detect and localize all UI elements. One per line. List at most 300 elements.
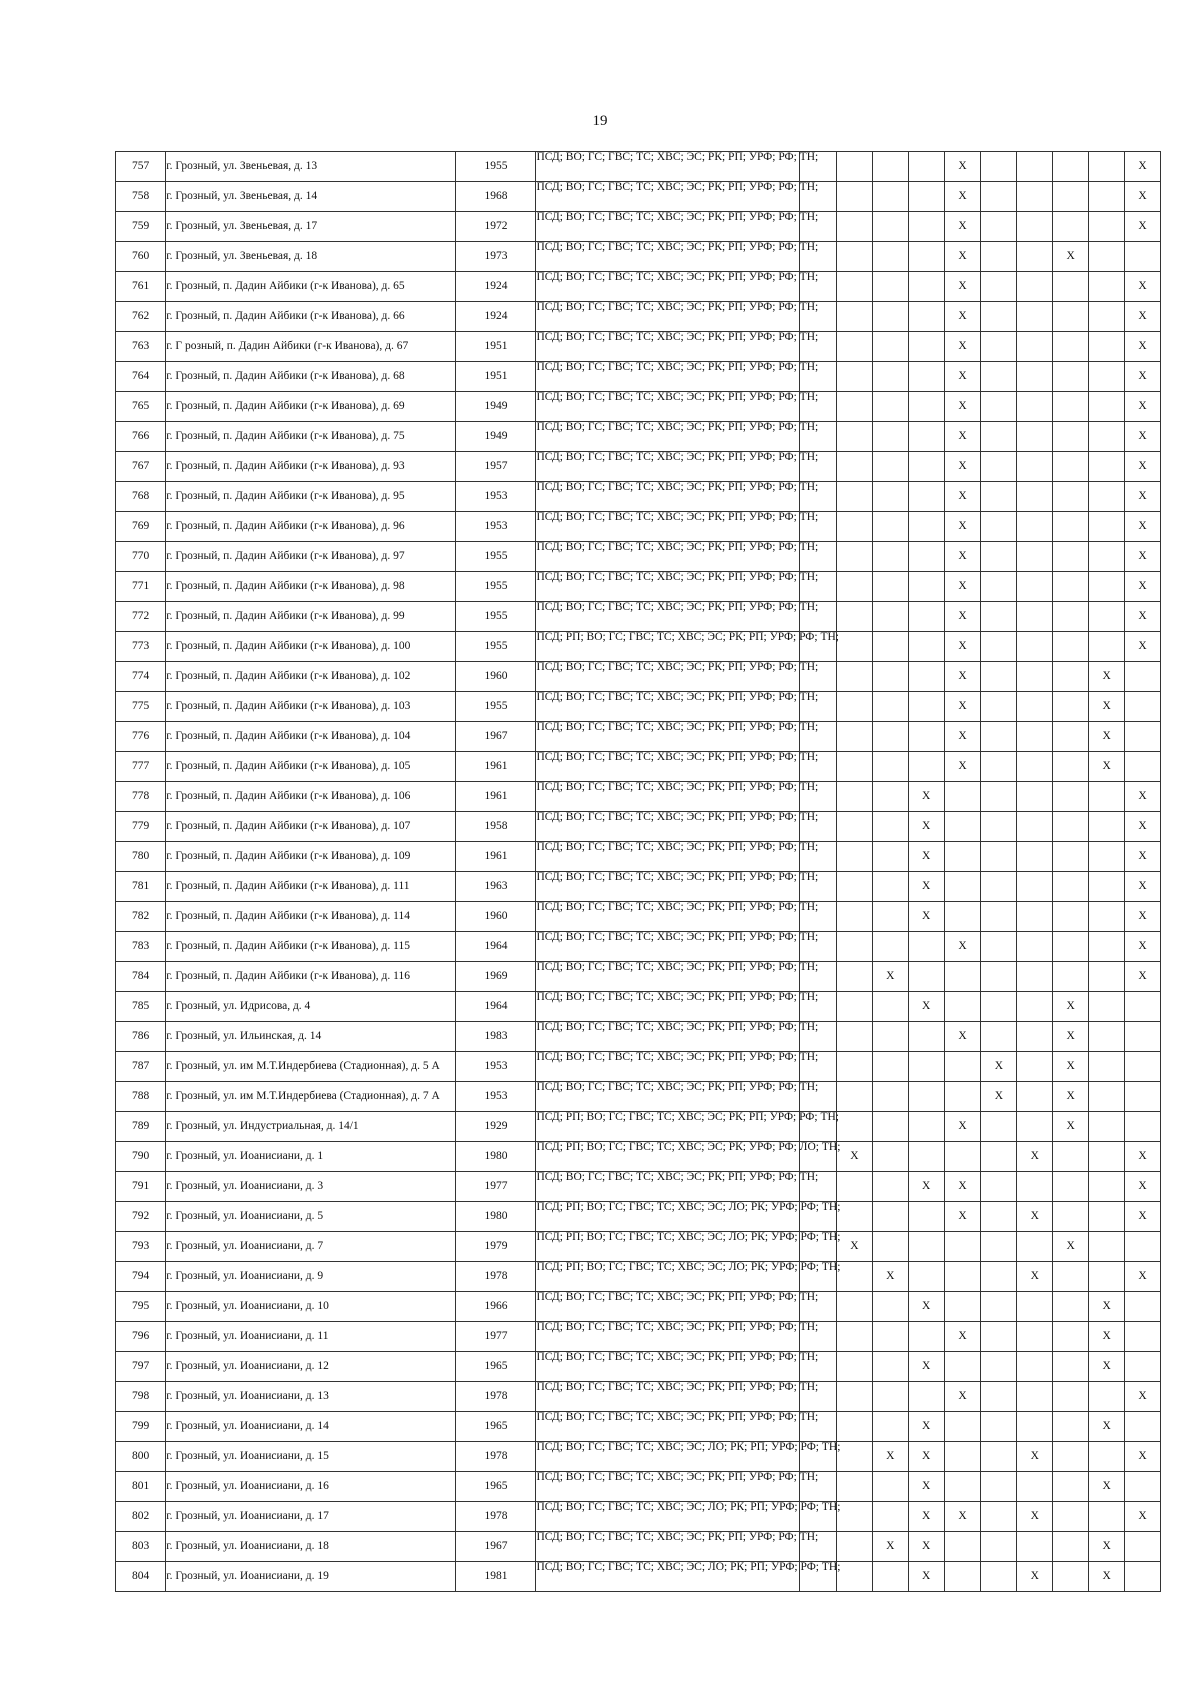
mark-cell xyxy=(1125,752,1161,782)
mark-cell xyxy=(1089,1382,1125,1412)
mark-cell xyxy=(836,242,872,272)
mark-cell xyxy=(1125,1022,1161,1052)
mark-cell xyxy=(981,1142,1017,1172)
works-cell: ПСД; ВО; ГС; ГВС; ТС; ХВС; ЭС; РК; РП; УРФ; РФ; ТН; xyxy=(536,272,800,302)
mark-cell xyxy=(981,272,1017,302)
mark-cell xyxy=(836,182,872,212)
mark-cell: X xyxy=(944,332,981,362)
address-cell: г. Грозный, п. Дадин Айбики (г-к Иванова), д. 109 xyxy=(166,842,456,872)
table-row xyxy=(116,1232,1161,1262)
mark-cell: X xyxy=(1125,1382,1161,1412)
mark-cell xyxy=(836,272,872,302)
mark-cell xyxy=(908,632,944,662)
works-cell: ПСД; ВО; ГС; ГВС; ТС; ХВС; ЭС; РК; РП; УРФ; РФ; ТН; xyxy=(536,1532,800,1562)
address-cell: г. Грозный, ул. Иоанисиани, д. 5 xyxy=(166,1202,456,1232)
mark-cell xyxy=(908,1052,944,1082)
mark-cell: X xyxy=(944,1202,981,1232)
mark-cell xyxy=(872,722,908,752)
registry-table xyxy=(115,151,1161,1592)
mark-cell xyxy=(836,902,872,932)
mark-cell: X xyxy=(1125,632,1161,662)
mark-cell xyxy=(1053,152,1089,182)
row-number: 801 xyxy=(116,1472,166,1502)
row-number: 786 xyxy=(116,1022,166,1052)
mark-cell xyxy=(872,1472,908,1502)
mark-cell xyxy=(1017,812,1053,842)
mark-cell xyxy=(1089,542,1125,572)
mark-cell xyxy=(1053,212,1089,242)
mark-cell xyxy=(1089,1502,1125,1532)
year-cell: 1953 xyxy=(456,512,536,542)
table-row xyxy=(116,1472,1161,1502)
mark-cell xyxy=(981,242,1017,272)
table-row xyxy=(116,1022,1161,1052)
mark-cell xyxy=(872,152,908,182)
mark-cell xyxy=(872,242,908,272)
mark-cell xyxy=(944,1412,981,1442)
table-row xyxy=(116,422,1161,452)
row-number: 770 xyxy=(116,542,166,572)
year-cell: 1965 xyxy=(456,1352,536,1382)
year-cell: 1973 xyxy=(456,242,536,272)
mark-cell xyxy=(908,272,944,302)
mark-cell xyxy=(836,752,872,782)
mark-cell xyxy=(1053,1382,1089,1412)
mark-cell xyxy=(1053,542,1089,572)
address-cell: г. Грозный, п. Дадин Айбики (г-к Иванова), д. 115 xyxy=(166,932,456,962)
mark-cell xyxy=(908,1232,944,1262)
mark-cell: X xyxy=(908,1412,944,1442)
year-cell: 1977 xyxy=(456,1172,536,1202)
mark-cell xyxy=(1017,242,1053,272)
mark-cell xyxy=(1053,932,1089,962)
mark-cell xyxy=(836,1022,872,1052)
mark-cell xyxy=(1053,392,1089,422)
table-row xyxy=(116,602,1161,632)
mark-cell xyxy=(872,1232,908,1262)
works-cell: ПСД; ВО; ГС; ГВС; ТС; ХВС; ЭС; РК; РП; УРФ; РФ; ТН; xyxy=(536,362,800,392)
mark-cell xyxy=(1017,1472,1053,1502)
mark-cell xyxy=(872,482,908,512)
mark-cell: X xyxy=(872,1532,908,1562)
mark-cell xyxy=(872,302,908,332)
mark-cell xyxy=(1017,212,1053,242)
mark-cell xyxy=(981,902,1017,932)
mark-cell xyxy=(1053,782,1089,812)
mark-cell xyxy=(981,512,1017,542)
address-cell: г. Грозный, ул. Иоанисиани, д. 19 xyxy=(166,1562,456,1592)
table-row xyxy=(116,1502,1161,1532)
table-row xyxy=(116,482,1161,512)
table-row xyxy=(116,662,1161,692)
row-number: 771 xyxy=(116,572,166,602)
mark-cell xyxy=(908,932,944,962)
mark-cell xyxy=(1053,182,1089,212)
year-cell: 1972 xyxy=(456,212,536,242)
year-cell: 1955 xyxy=(456,602,536,632)
works-cell: ПСД; ВО; ГС; ГВС; ТС; ХВС; ЭС; РК; РП; УРФ; РФ; ТН; xyxy=(536,452,800,482)
mark-cell xyxy=(872,392,908,422)
mark-cell xyxy=(908,752,944,782)
row-number: 804 xyxy=(116,1562,166,1592)
row-number: 773 xyxy=(116,632,166,662)
works-cell: ПСД; ВО; ГС; ГВС; ТС; ХВС; ЭС; РК; РП; УРФ; РФ; ТН; xyxy=(536,1052,800,1082)
mark-cell xyxy=(908,1322,944,1352)
address-cell: г. Грозный, п. Дадин Айбики (г-к Иванова), д. 99 xyxy=(166,602,456,632)
address-cell: г. Грозный, ул. Ильинская, д. 14 xyxy=(166,1022,456,1052)
row-number: 758 xyxy=(116,182,166,212)
mark-cell xyxy=(872,512,908,542)
mark-cell xyxy=(836,152,872,182)
mark-cell: X xyxy=(1125,572,1161,602)
mark-cell: X xyxy=(944,242,981,272)
mark-cell xyxy=(1017,392,1053,422)
row-number: 760 xyxy=(116,242,166,272)
mark-cell xyxy=(908,152,944,182)
address-cell: г. Грозный, ул. им М.Т.Индербиева (Стадионная), д. 5 А xyxy=(166,1052,456,1082)
mark-cell: X xyxy=(1053,242,1089,272)
address-cell: г. Грозный, п. Дадин Айбики (г-к Иванова), д. 104 xyxy=(166,722,456,752)
mark-cell xyxy=(836,932,872,962)
works-cell: ПСД; ВО; ГС; ГВС; ТС; ХВС; ЭС; РК; РП; УРФ; РФ; ТН; xyxy=(536,842,800,872)
mark-cell xyxy=(908,242,944,272)
mark-cell xyxy=(981,842,1017,872)
mark-cell xyxy=(1017,782,1053,812)
mark-cell xyxy=(981,632,1017,662)
mark-cell xyxy=(981,782,1017,812)
mark-cell xyxy=(872,1052,908,1082)
mark-cell: X xyxy=(1125,1142,1161,1172)
address-cell: г. Грозный, ул. Звеньевая, д. 14 xyxy=(166,182,456,212)
table-row xyxy=(116,302,1161,332)
year-cell: 1955 xyxy=(456,572,536,602)
mark-cell xyxy=(836,1172,872,1202)
mark-cell xyxy=(836,392,872,422)
mark-cell: X xyxy=(1125,512,1161,542)
mark-cell xyxy=(908,572,944,602)
mark-cell xyxy=(1017,1292,1053,1322)
works-cell: ПСД; ВО; ГС; ГВС; ТС; ХВС; ЭС; РК; РП; УРФ; РФ; ТН; xyxy=(536,242,800,272)
mark-cell xyxy=(1053,332,1089,362)
row-number: 772 xyxy=(116,602,166,632)
mark-cell xyxy=(1017,1322,1053,1352)
row-number: 791 xyxy=(116,1172,166,1202)
mark-cell xyxy=(872,1502,908,1532)
row-number: 781 xyxy=(116,872,166,902)
mark-cell xyxy=(981,1352,1017,1382)
mark-cell: X xyxy=(944,1382,981,1412)
mark-cell xyxy=(1089,572,1125,602)
mark-cell: X xyxy=(944,632,981,662)
mark-cell xyxy=(981,1322,1017,1352)
registry-body xyxy=(116,152,1161,1592)
mark-cell xyxy=(836,1382,872,1412)
mark-cell: X xyxy=(1125,362,1161,392)
table-row xyxy=(116,242,1161,272)
mark-cell xyxy=(1053,1442,1089,1472)
mark-cell xyxy=(981,602,1017,632)
mark-cell xyxy=(981,332,1017,362)
mark-cell xyxy=(908,362,944,392)
address-cell: г. Грозный, п. Дадин Айбики (г-к Иванова), д. 107 xyxy=(166,812,456,842)
mark-cell: X xyxy=(872,1442,908,1472)
year-cell: 1924 xyxy=(456,302,536,332)
mark-cell xyxy=(1089,1232,1125,1262)
address-cell: г. Грозный, п. Дадин Айбики (г-к Иванова), д. 98 xyxy=(166,572,456,602)
mark-cell xyxy=(1125,242,1161,272)
row-number: 800 xyxy=(116,1442,166,1472)
row-number: 766 xyxy=(116,422,166,452)
mark-cell xyxy=(1053,1262,1089,1292)
mark-cell xyxy=(1017,902,1053,932)
year-cell: 1978 xyxy=(456,1262,536,1292)
mark-cell xyxy=(1017,1352,1053,1382)
mark-cell xyxy=(872,1022,908,1052)
row-number: 767 xyxy=(116,452,166,482)
address-cell: г. Грозный, п. Дадин Айбики (г-к Иванова), д. 96 xyxy=(166,512,456,542)
works-cell: ПСД; РП; ВО; ГС; ГВС; ТС; ХВС; ЭС; ЛО; РК; УРФ; РФ; ТН; xyxy=(536,1202,800,1232)
mark-cell xyxy=(1053,1322,1089,1352)
year-cell: 1965 xyxy=(456,1472,536,1502)
mark-cell xyxy=(1017,542,1053,572)
row-number: 776 xyxy=(116,722,166,752)
works-cell: ПСД; РП; ВО; ГС; ГВС; ТС; ХВС; ЭС; ЛО; РК; УРФ; РФ; ТН; xyxy=(536,1232,800,1262)
mark-cell xyxy=(1125,1472,1161,1502)
mark-cell xyxy=(981,1472,1017,1502)
mark-cell: X xyxy=(944,392,981,422)
address-cell: г. Грозный, п. Дадин Айбики (г-к Иванова), д. 97 xyxy=(166,542,456,572)
mark-cell xyxy=(1125,1532,1161,1562)
mark-cell xyxy=(836,302,872,332)
mark-cell xyxy=(1017,452,1053,482)
address-cell: г. Грозный, п. Дадин Айбики (г-к Иванова), д. 66 xyxy=(166,302,456,332)
mark-cell xyxy=(836,542,872,572)
mark-cell: X xyxy=(1125,152,1161,182)
table-row xyxy=(116,1172,1161,1202)
mark-cell xyxy=(944,1442,981,1472)
mark-cell xyxy=(1089,962,1125,992)
mark-cell: X xyxy=(1017,1262,1053,1292)
year-cell: 1955 xyxy=(456,152,536,182)
address-cell: г. Грозный, п. Дадин Айбики (г-к Иванова), д. 69 xyxy=(166,392,456,422)
row-number: 798 xyxy=(116,1382,166,1412)
mark-cell xyxy=(981,212,1017,242)
mark-cell xyxy=(944,812,981,842)
table-row xyxy=(116,962,1161,992)
mark-cell xyxy=(1017,722,1053,752)
row-number: 790 xyxy=(116,1142,166,1172)
mark-cell xyxy=(944,1082,981,1112)
mark-cell xyxy=(1089,242,1125,272)
mark-cell xyxy=(872,362,908,392)
mark-cell xyxy=(908,212,944,242)
mark-cell xyxy=(872,1352,908,1382)
mark-cell xyxy=(944,992,981,1022)
table-row xyxy=(116,392,1161,422)
row-number: 764 xyxy=(116,362,166,392)
mark-cell xyxy=(1125,662,1161,692)
works-cell: ПСД; ВО; ГС; ГВС; ТС; ХВС; ЭС; РК; РП; УРФ; РФ; ТН; xyxy=(536,1172,800,1202)
works-cell: ПСД; ВО; ГС; ГВС; ТС; ХВС; ЭС; РК; РП; УРФ; РФ; ТН; xyxy=(536,752,800,782)
mark-cell xyxy=(1089,782,1125,812)
mark-cell: X xyxy=(944,452,981,482)
mark-cell xyxy=(1089,362,1125,392)
works-cell: ПСД; ВО; ГС; ГВС; ТС; ХВС; ЭС; РК; РП; УРФ; РФ; ТН; xyxy=(536,182,800,212)
year-cell: 1961 xyxy=(456,782,536,812)
address-cell: г. Грозный, ул. Иоанисиани, д. 12 xyxy=(166,1352,456,1382)
mark-cell xyxy=(908,1022,944,1052)
works-cell: ПСД; РП; ВО; ГС; ГВС; ТС; ХВС; ЭС; РК; РП; УРФ; РФ; ТН; xyxy=(536,1112,800,1142)
mark-cell xyxy=(981,962,1017,992)
mark-cell xyxy=(944,1352,981,1382)
mark-cell: X xyxy=(944,302,981,332)
mark-cell xyxy=(1125,692,1161,722)
works-cell: ПСД; ВО; ГС; ГВС; ТС; ХВС; ЭС; РК; РП; УРФ; РФ; ТН; xyxy=(536,212,800,242)
mark-cell xyxy=(981,1442,1017,1472)
year-cell: 1980 xyxy=(456,1142,536,1172)
mark-cell: X xyxy=(1125,182,1161,212)
mark-cell: X xyxy=(944,572,981,602)
mark-cell xyxy=(872,1292,908,1322)
mark-cell xyxy=(908,542,944,572)
year-cell: 1957 xyxy=(456,452,536,482)
address-cell: г. Грозный, ул. Иоанисиани, д. 14 xyxy=(166,1412,456,1442)
mark-cell: X xyxy=(872,1262,908,1292)
mark-cell xyxy=(836,422,872,452)
row-number: 789 xyxy=(116,1112,166,1142)
mark-cell xyxy=(981,182,1017,212)
row-number: 787 xyxy=(116,1052,166,1082)
address-cell: г. Грозный, ул. Иоанисиани, д. 1 xyxy=(166,1142,456,1172)
mark-cell xyxy=(1017,182,1053,212)
mark-cell xyxy=(944,1562,981,1592)
mark-cell xyxy=(944,872,981,902)
mark-cell xyxy=(872,1172,908,1202)
table-row xyxy=(116,332,1161,362)
mark-cell xyxy=(1017,302,1053,332)
mark-cell xyxy=(981,1382,1017,1412)
year-cell: 1953 xyxy=(456,1052,536,1082)
mark-cell xyxy=(981,692,1017,722)
mark-cell xyxy=(981,1202,1017,1232)
mark-cell xyxy=(908,452,944,482)
table-row xyxy=(116,1412,1161,1442)
mark-cell xyxy=(908,692,944,722)
table-row xyxy=(116,992,1161,1022)
mark-cell xyxy=(1053,1472,1089,1502)
row-number: 785 xyxy=(116,992,166,1022)
mark-cell: X xyxy=(1053,992,1089,1022)
table-row xyxy=(116,1052,1161,1082)
mark-cell: X xyxy=(1089,722,1125,752)
mark-cell: X xyxy=(1089,1562,1125,1592)
year-cell: 1977 xyxy=(456,1322,536,1352)
mark-cell xyxy=(981,1112,1017,1142)
mark-cell xyxy=(1089,1262,1125,1292)
works-cell: ПСД; ВО; ГС; ГВС; ТС; ХВС; ЭС; РК; РП; УРФ; РФ; ТН; xyxy=(536,302,800,332)
mark-cell xyxy=(836,992,872,1022)
mark-cell: X xyxy=(944,692,981,722)
year-cell: 1960 xyxy=(456,662,536,692)
mark-cell xyxy=(1089,212,1125,242)
works-cell: ПСД; ВО; ГС; ГВС; ТС; ХВС; ЭС; РК; РП; УРФ; РФ; ТН; xyxy=(536,1022,800,1052)
mark-cell xyxy=(908,1082,944,1112)
mark-cell xyxy=(908,422,944,452)
mark-cell xyxy=(836,1202,872,1232)
mark-cell xyxy=(908,392,944,422)
row-number: 795 xyxy=(116,1292,166,1322)
mark-cell xyxy=(872,632,908,662)
mark-cell: X xyxy=(1125,272,1161,302)
works-cell: ПСД; РП; ВО; ГС; ГВС; ТС; ХВС; ЭС; РК; УРФ; РФ; ЛО; ТН; xyxy=(536,1142,800,1172)
mark-cell xyxy=(1017,1232,1053,1262)
year-cell: 1958 xyxy=(456,812,536,842)
mark-cell xyxy=(1017,872,1053,902)
mark-cell: X xyxy=(1125,1262,1161,1292)
mark-cell: X xyxy=(981,1082,1017,1112)
mark-cell xyxy=(981,1292,1017,1322)
mark-cell xyxy=(908,1202,944,1232)
mark-cell xyxy=(872,602,908,632)
year-cell: 1924 xyxy=(456,272,536,302)
mark-cell xyxy=(1053,1562,1089,1592)
mark-cell: X xyxy=(1125,332,1161,362)
mark-cell xyxy=(872,1082,908,1112)
mark-cell: X xyxy=(944,512,981,542)
mark-cell: X xyxy=(1089,662,1125,692)
mark-cell xyxy=(836,692,872,722)
mark-cell xyxy=(872,812,908,842)
row-number: 775 xyxy=(116,692,166,722)
row-number: 794 xyxy=(116,1262,166,1292)
mark-cell: X xyxy=(944,182,981,212)
works-cell: ПСД; ВО; ГС; ГВС; ТС; ХВС; ЭС; РК; РП; УРФ; РФ; ТН; xyxy=(536,662,800,692)
mark-cell: X xyxy=(944,1112,981,1142)
table-row xyxy=(116,1352,1161,1382)
address-cell: г. Грозный, ул. Иоанисиани, д. 17 xyxy=(166,1502,456,1532)
row-number: 761 xyxy=(116,272,166,302)
mark-cell xyxy=(1053,482,1089,512)
mark-cell xyxy=(981,482,1017,512)
works-cell: ПСД; ВО; ГС; ГВС; ТС; ХВС; ЭС; ЛО; РК; РП; УРФ; РФ; ТН; xyxy=(536,1502,800,1532)
mark-cell: X xyxy=(1125,542,1161,572)
address-cell: г. Грозный, ул. Иоанисиани, д. 18 xyxy=(166,1532,456,1562)
mark-cell xyxy=(1089,1052,1125,1082)
mark-cell xyxy=(836,572,872,602)
works-cell: ПСД; ВО; ГС; ГВС; ТС; ХВС; ЭС; РК; РП; УРФ; РФ; ТН; xyxy=(536,722,800,752)
address-cell: г. Грозный, ул. Звеньевая, д. 13 xyxy=(166,152,456,182)
mark-cell xyxy=(908,1262,944,1292)
works-cell: ПСД; ВО; ГС; ГВС; ТС; ХВС; ЭС; РК; РП; УРФ; РФ; ТН; xyxy=(536,602,800,632)
mark-cell xyxy=(1089,812,1125,842)
year-cell: 1951 xyxy=(456,362,536,392)
mark-cell xyxy=(1017,1082,1053,1112)
mark-cell xyxy=(1017,842,1053,872)
mark-cell: X xyxy=(1089,1322,1125,1352)
mark-cell xyxy=(981,1502,1017,1532)
address-cell: г. Грозный, ул. Иоанисиани, д. 16 xyxy=(166,1472,456,1502)
address-cell: г. Г розный, п. Дадин Айбики (г-к Иванова), д. 67 xyxy=(166,332,456,362)
mark-cell: X xyxy=(908,1442,944,1472)
mark-cell xyxy=(1089,272,1125,302)
mark-cell xyxy=(836,1352,872,1382)
mark-cell xyxy=(1053,1292,1089,1322)
mark-cell xyxy=(836,332,872,362)
mark-cell xyxy=(1089,482,1125,512)
year-cell: 1965 xyxy=(456,1412,536,1442)
mark-cell: X xyxy=(944,152,981,182)
mark-cell: X xyxy=(1053,1082,1089,1112)
